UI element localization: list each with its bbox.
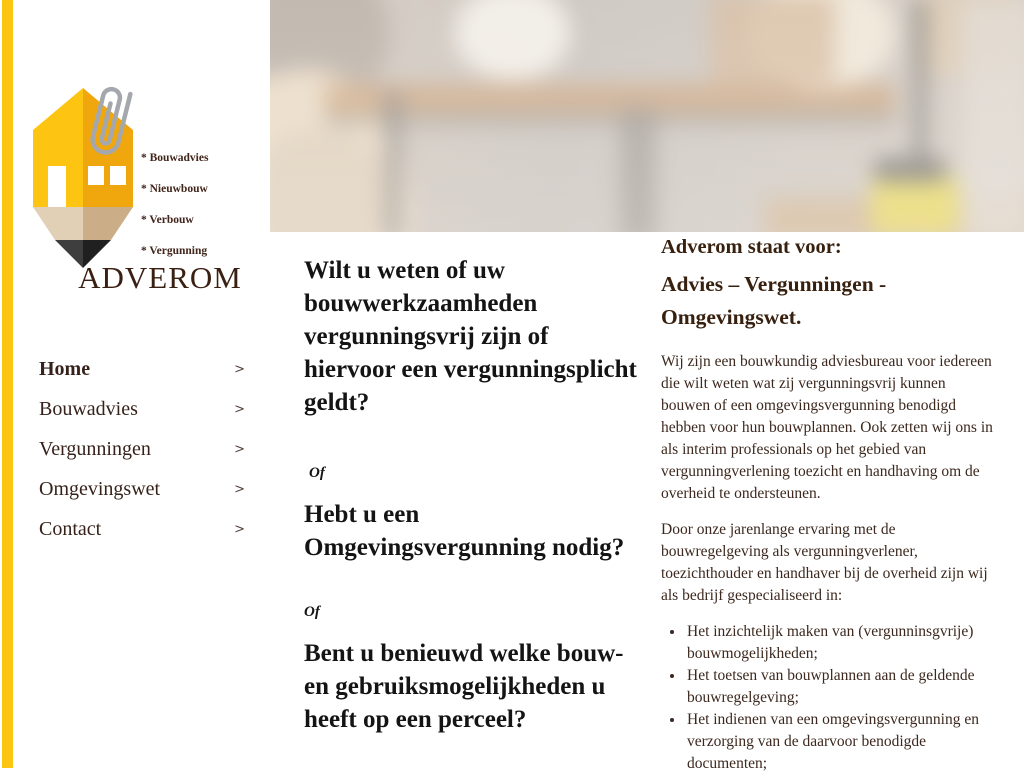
or-separator: Of (304, 604, 320, 620)
logo-services-list (141, 151, 208, 260)
nav-item-vergunningen[interactable] (39, 429, 245, 469)
about-paragraph: Wij zijn een bouwkundig adviesbureau voor iedereen die wilt weten wat zij vergunningsvrij kunnen bouwen of een omgevingsvergunning benodigd hebben voor hun bouwplannen. Ook zetten wij ons in als interim professionals op het gebied van vergunningverlening toezicht en handhaving om de overheid te ondersteunen. (661, 353, 993, 502)
chevron-right-icon: > (234, 521, 245, 537)
logo-service-item: * Nieuwbouw (141, 183, 208, 195)
nav-item-omgevingswet[interactable] (39, 469, 245, 509)
nav-item-label: Omgevingswet (39, 477, 161, 500)
nav-item-bouwadvies[interactable] (39, 389, 245, 429)
logo-pencil-wood-left (33, 207, 83, 240)
logo-window (88, 166, 104, 185)
about-title: Adverom staat voor: (661, 236, 842, 258)
about-paragraph: Door onze jarenlange ervaring met de bouwregelgeving als vergunningverlener, toezichthouder en handhaver bij de overheid zijn wij als bedrijf gespecialiseerd in: (661, 521, 988, 604)
logo-service-item: * Bouwadvies (141, 152, 209, 164)
about-column (661, 236, 993, 775)
sidebar-nav (39, 349, 245, 549)
logo-service-item: * Vergunning (141, 245, 208, 257)
nav-item-label: Vergunningen (39, 437, 151, 460)
nav-item-home[interactable] (39, 349, 245, 389)
nav-item-contact[interactable] (39, 509, 245, 549)
hero-white-overlay (270, 0, 1024, 232)
nav-item-label: Home (39, 357, 91, 380)
brand-wordmark: ADVEROM (78, 260, 242, 295)
hero-image (270, 0, 1024, 232)
chevron-right-icon: > (234, 441, 245, 457)
logo-pencil-wood-right (83, 207, 133, 240)
chevron-right-icon: > (234, 481, 245, 497)
about-bullet: • Het toetsen van bouwplannen aan de geldende bouwregelgeving; (685, 665, 993, 709)
question-heading-2: Hebt u een Omgevingsvergunning nodig? (304, 501, 625, 561)
nav-item-label: Contact (39, 517, 102, 540)
left-accent-stripe (2, 0, 13, 768)
nav-item-label: Bouwadvies (39, 397, 138, 420)
about-bullet: • Het indienen van een omgevingsvergunning en verzorging van de daarvoor benodigde documenten; (685, 709, 993, 775)
about-subtitle: Advies – Vergunningen - Omgevingswet. (661, 272, 887, 329)
or-separator: Of (309, 465, 325, 481)
logo-door (48, 166, 66, 207)
question-heading-1: Wilt u weten of uw bouwwerkzaamheden vergunningsvrij zijn of hiervoor een vergunningsplicht geldt? (304, 257, 637, 416)
questions-column (304, 254, 638, 736)
about-bullet: • Het inzichtelijk maken van (vergunninsgvrije) bouwmogelijkheden; (685, 621, 993, 665)
logo-house-pencil-graphic (33, 88, 133, 268)
logo-window (110, 166, 126, 185)
chevron-right-icon: > (234, 401, 245, 417)
about-bullet-list (661, 621, 993, 775)
logo-service-item: * Verbouw (141, 214, 194, 226)
chevron-right-icon: > (234, 361, 245, 377)
question-heading-3: Bent u benieuwd welke bouw- en gebruiksmogelijkheden u heeft op een perceel? (304, 640, 624, 733)
